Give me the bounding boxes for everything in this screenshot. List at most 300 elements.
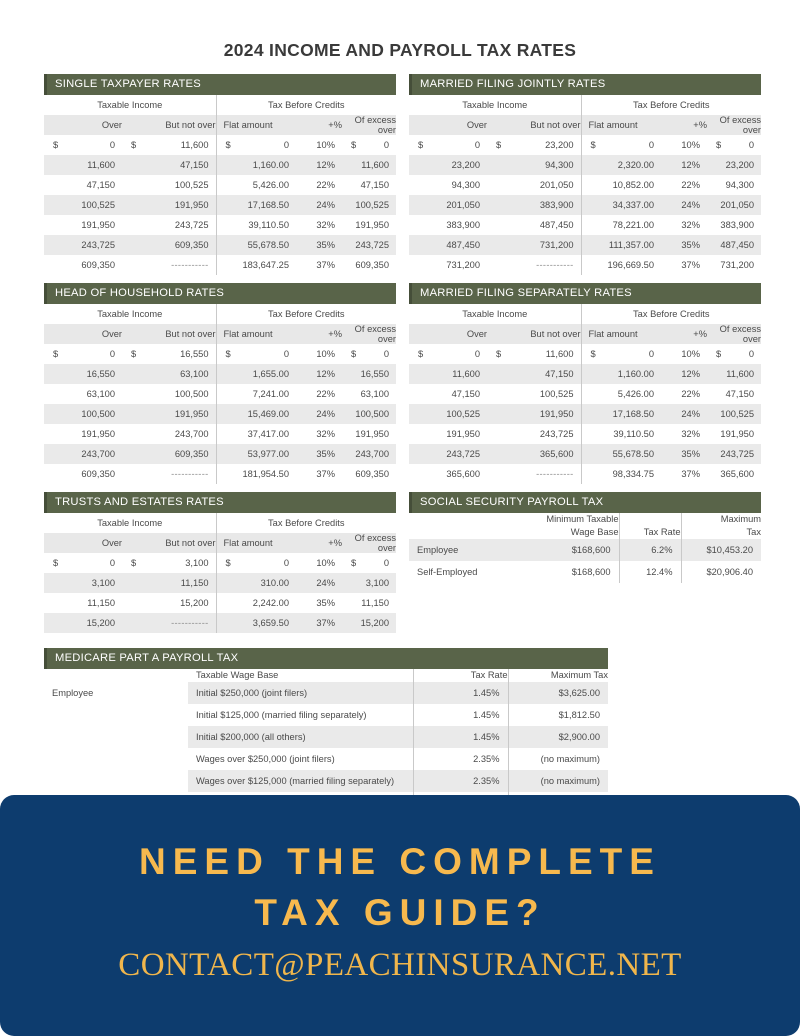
cell-amount: 383,900 — [446, 220, 480, 230]
cell-wage-base: $168,600 — [507, 539, 619, 561]
cell-amount — [409, 344, 487, 364]
cell-percent: 24% — [296, 573, 342, 593]
cell-percent: 24% — [296, 404, 342, 424]
cell-percent: 35% — [316, 598, 335, 608]
col-header-plus-pct: +% — [661, 115, 707, 135]
cell-amount: 2,242.00 — [216, 593, 296, 613]
cell-percent: 12% — [661, 364, 707, 384]
cell-amount: 191,950 — [487, 404, 581, 424]
cell-amount: 23,200 — [409, 155, 487, 175]
row-group-label — [44, 726, 188, 748]
table-block-social-security — [409, 492, 761, 583]
currency-symbol: $ — [716, 349, 722, 359]
col-header-of-excess-over: Of excess over — [707, 115, 761, 135]
cta-banner[interactable] — [0, 795, 800, 1036]
table-row — [44, 155, 396, 175]
table-row — [409, 195, 761, 215]
group-header-taxable-income: Taxable Income — [97, 518, 163, 528]
cell-amount: 47,150 — [487, 364, 581, 384]
cell-amount: 11,150 — [122, 573, 216, 593]
currency-symbol: $ — [53, 558, 59, 568]
cell-max-tax: $10,453.20 — [681, 539, 761, 561]
cell-percent: 37% — [681, 260, 700, 270]
cell-amount: 34,337.00 — [581, 195, 661, 215]
cell-amount: 100,500 — [44, 404, 122, 424]
cell-percent: 35% — [296, 235, 342, 255]
table-row — [44, 593, 396, 613]
table-block-head-of-household — [44, 283, 396, 484]
cell-amount: 383,900 — [487, 195, 581, 215]
currency-symbol: $ — [131, 349, 137, 359]
table-header-row — [44, 669, 608, 682]
cell-amount: 609,350 — [81, 469, 115, 479]
cell-amount: 191,950 — [81, 220, 115, 230]
currency-symbol: $ — [590, 349, 596, 359]
col-header-but-not-over: But not over — [122, 115, 216, 135]
cell-amount: 1,160.00 — [216, 155, 296, 175]
trusts_estates-table — [44, 513, 396, 633]
currency-symbol: $ — [131, 558, 137, 568]
cell-amount: 5,426.00 — [581, 384, 661, 404]
cell-tax-rate: 6.2% — [619, 539, 681, 561]
amount-value: 0 — [383, 349, 390, 359]
cell-amount — [44, 553, 122, 573]
col-header-over: Over — [409, 324, 487, 344]
table-row — [409, 444, 761, 464]
table-row — [409, 235, 761, 255]
cell-amount: 11,600 — [342, 155, 396, 175]
currency-symbol: $ — [418, 140, 424, 150]
cell-amount: 243,700 — [44, 444, 122, 464]
currency-symbol: $ — [225, 140, 231, 150]
cell-amount: 201,050 — [539, 180, 574, 190]
table-row — [44, 748, 608, 770]
col-header-over: Over — [44, 533, 122, 553]
cell-amount: 191,950 — [446, 429, 480, 439]
cell-amount: 39,110.50 — [581, 424, 661, 444]
trusts_estates-header: TRUSTS AND ESTATES RATES — [44, 492, 396, 513]
row-group-label — [44, 748, 188, 770]
cell-amount: 47,150 — [86, 180, 115, 190]
cell-amount — [342, 135, 396, 155]
cell-amount — [216, 553, 296, 573]
cell-amount: 55,678.50 — [581, 444, 661, 464]
col-header-flat-amount: Flat amount — [216, 324, 296, 344]
amount-value: 0 — [648, 140, 654, 150]
cell-wage-base: Initial $250,000 (joint filers) — [188, 682, 413, 704]
currency-symbol: $ — [590, 140, 596, 150]
cell-amount — [122, 613, 216, 633]
table-row — [409, 424, 761, 444]
col-header-of-excess-over: Of excess over — [342, 324, 396, 344]
head_of_household-header: HEAD OF HOUSEHOLD RATES — [44, 283, 396, 304]
cta-line-1: NEED THE COMPLETE — [139, 841, 661, 882]
cell-amount: 191,950 — [122, 195, 216, 215]
cell-percent: 22% — [316, 180, 335, 190]
cell-amount — [342, 344, 396, 364]
table-row — [44, 464, 396, 484]
cell-amount: 191,950 — [122, 404, 216, 424]
empty-dashes: ----------- — [171, 618, 209, 628]
amount-value: 0 — [109, 558, 115, 568]
cell-amount: 243,700 — [174, 429, 209, 439]
cell-percent: 24% — [661, 195, 707, 215]
cell-amount: 100,525 — [539, 389, 574, 399]
table-block-married-jointly — [409, 74, 761, 275]
currency-symbol: $ — [53, 140, 59, 150]
cell-amount: 11,600 — [409, 364, 487, 384]
cell-amount: 3,100 — [44, 573, 122, 593]
group-header-row — [44, 513, 396, 533]
cell-percent: 12% — [296, 364, 342, 384]
cell-amount: 100,500 — [174, 389, 209, 399]
cell-amount — [487, 344, 581, 364]
group-header-tax-before-credits: Tax Before Credits — [581, 95, 761, 115]
group-header-row — [44, 95, 396, 115]
cell-amount: 15,200 — [44, 613, 122, 633]
cell-amount: 100,525 — [342, 195, 396, 215]
amount-value: 0 — [283, 140, 289, 150]
cell-amount: 7,241.00 — [216, 384, 296, 404]
column-header-row — [409, 115, 761, 135]
table-row — [44, 384, 396, 404]
cell-amount: 243,725 — [539, 429, 574, 439]
cell-amount: 78,221.00 — [581, 215, 661, 235]
col-header-of-excess-over: Of excess over — [707, 324, 761, 344]
cell-max-tax: (no maximum) — [508, 770, 608, 792]
cell-amount — [122, 135, 216, 155]
cell-amount: 196,669.50 — [581, 255, 661, 275]
row-label: Self-Employed — [417, 567, 478, 577]
social-security-header: SOCIAL SECURITY PAYROLL TAX — [409, 492, 761, 513]
cell-amount: 47,150 — [725, 389, 755, 399]
table-row — [409, 404, 761, 424]
cell-amount: 609,350 — [122, 444, 216, 464]
table-row — [44, 344, 396, 364]
table-row — [44, 215, 396, 235]
cell-percent: 32% — [316, 220, 335, 230]
table-row — [409, 364, 761, 384]
group-header-tax-before-credits: Tax Before Credits — [581, 304, 761, 324]
cell-max-tax: (no maximum) — [508, 748, 608, 770]
cell-amount: 11,150 — [361, 598, 390, 608]
group-header-tax-before-credits: Tax Before Credits — [216, 304, 396, 324]
cell-max-tax: $3,625.00 — [508, 682, 608, 704]
cell-amount: 47,150 — [360, 180, 390, 190]
cell-amount: 191,950 — [355, 429, 390, 439]
cell-amount — [487, 464, 581, 484]
col-header-max-tax: Maximum Tax — [681, 513, 761, 539]
cell-max-tax: $1,812.50 — [508, 704, 608, 726]
amount-value: 11,600 — [180, 140, 209, 150]
currency-symbol: $ — [351, 349, 357, 359]
col-header-of-excess-over: Of excess over — [342, 533, 396, 553]
cell-amount: 100,525 — [409, 404, 487, 424]
table-row — [44, 553, 396, 573]
col-header-plus-pct: +% — [661, 324, 707, 344]
cell-amount: 731,200 — [487, 235, 581, 255]
cell-amount: 191,950 — [720, 429, 755, 439]
cell-amount: 23,200 — [707, 155, 761, 175]
married_jointly-table — [409, 95, 761, 275]
cell-percent: 12% — [296, 155, 342, 175]
cell-amount: 11,600 — [707, 364, 761, 384]
cell-amount: 10,852.00 — [581, 175, 661, 195]
empty-dashes: ----------- — [536, 260, 574, 270]
cell-amount: 487,450 — [409, 235, 487, 255]
single-header: SINGLE TAXPAYER RATES — [44, 74, 396, 95]
married_separately-table — [409, 304, 761, 484]
amount-value: 0 — [748, 140, 755, 150]
col-header-of-excess-over: Of excess over — [342, 115, 396, 135]
col-header-plus-pct: +% — [296, 324, 342, 344]
table-row — [44, 613, 396, 633]
cell-amount: 181,954.50 — [216, 464, 296, 484]
currency-symbol: $ — [496, 140, 502, 150]
single-table — [44, 95, 396, 275]
cell-percent: 35% — [296, 444, 342, 464]
cell-amount — [487, 255, 581, 275]
column-header-row — [409, 324, 761, 344]
cell-percent: 10% — [316, 349, 335, 359]
col-header-wage-base: Taxable Wage Base — [196, 670, 279, 680]
cell-amount: 201,050 — [707, 195, 761, 215]
cell-max-tax: $2,900.00 — [508, 726, 608, 748]
table-block-trusts-estates — [44, 492, 396, 633]
cell-percent: 24% — [296, 195, 342, 215]
cell-amount — [122, 344, 216, 364]
col-header-flat-amount: Flat amount — [216, 115, 296, 135]
cell-amount: 111,357.00 — [581, 235, 661, 255]
cell-amount: 243,725 — [44, 235, 122, 255]
amount-value: 0 — [283, 558, 289, 568]
amount-value: 0 — [109, 349, 115, 359]
table-row — [44, 175, 396, 195]
cell-amount: 3,100 — [342, 573, 396, 593]
currency-symbol: $ — [225, 349, 231, 359]
table-row — [44, 404, 396, 424]
cell-amount: 243,725 — [707, 444, 761, 464]
col-header-over: Over — [44, 115, 122, 135]
table-block-married-separately — [409, 283, 761, 484]
cell-amount: 15,469.00 — [216, 404, 296, 424]
cell-amount: 3,659.50 — [216, 613, 296, 633]
cell-amount — [44, 135, 122, 155]
table-block-single — [44, 74, 396, 275]
cell-percent: 32% — [316, 429, 335, 439]
cell-amount: 94,300 — [451, 180, 480, 190]
cell-percent: 22% — [681, 180, 700, 190]
cell-amount: 17,168.50 — [581, 404, 661, 424]
cell-percent: 32% — [681, 220, 700, 230]
cell-percent: 37% — [681, 469, 700, 479]
col-header-but-not-over: But not over — [487, 115, 581, 135]
col-header-max-tax: Maximum Tax — [508, 669, 608, 682]
col-header-flat-amount: Flat amount — [216, 533, 296, 553]
cell-amount: 243,725 — [409, 444, 487, 464]
table-row — [409, 135, 761, 155]
cell-amount — [409, 135, 487, 155]
cell-amount: 383,900 — [720, 220, 755, 230]
cell-percent: 35% — [661, 444, 707, 464]
cell-amount: 55,678.50 — [216, 235, 296, 255]
table-row — [409, 384, 761, 404]
amount-value: 0 — [474, 349, 480, 359]
amount-value: 0 — [109, 140, 115, 150]
cell-amount: 310.00 — [216, 573, 296, 593]
cell-amount — [342, 553, 396, 573]
cell-percent: 37% — [316, 260, 335, 270]
table-row — [44, 195, 396, 215]
cell-amount — [122, 553, 216, 573]
cell-amount — [122, 255, 216, 275]
cell-amount: 731,200 — [446, 260, 480, 270]
cell-amount — [581, 344, 661, 364]
cell-percent: 37% — [316, 469, 335, 479]
table-block-medicare — [44, 648, 608, 814]
cell-wage-base: Initial $125,000 (married filing separately) — [196, 710, 367, 720]
cell-amount — [487, 135, 581, 155]
cell-amount: 2,320.00 — [581, 155, 661, 175]
currency-symbol: $ — [716, 140, 722, 150]
table-row — [409, 155, 761, 175]
cell-amount — [707, 344, 761, 364]
cell-amount: 37,417.00 — [216, 424, 296, 444]
cell-amount: 243,700 — [342, 444, 396, 464]
currency-symbol: $ — [53, 349, 59, 359]
cell-tax-rate: 2.35% — [413, 770, 508, 792]
col-header-but-not-over: But not over — [122, 533, 216, 553]
table-row — [44, 770, 608, 792]
cell-amount — [44, 344, 122, 364]
table-row — [44, 726, 608, 748]
cell-amount: 100,525 — [44, 195, 122, 215]
currency-symbol: $ — [351, 558, 357, 568]
cell-percent: 12% — [661, 155, 707, 175]
cell-percent: 10% — [681, 140, 700, 150]
cell-amount — [216, 344, 296, 364]
cell-amount — [581, 135, 661, 155]
cell-tax-rate: 1.45% — [413, 726, 508, 748]
cell-amount: 17,168.50 — [216, 195, 296, 215]
amount-value: 0 — [383, 558, 390, 568]
cell-amount: 63,100 — [122, 364, 216, 384]
cell-amount: 47,150 — [122, 155, 216, 175]
cell-amount — [122, 464, 216, 484]
cell-amount: 1,160.00 — [581, 364, 661, 384]
cell-amount: 201,050 — [409, 195, 487, 215]
table-row — [44, 682, 608, 704]
social-security-table — [409, 513, 761, 583]
cell-amount: 63,100 — [86, 389, 115, 399]
col-header-but-not-over: But not over — [122, 324, 216, 344]
group-header-taxable-income: Taxable Income — [462, 309, 528, 319]
cell-wage-base: $168,600 — [571, 567, 611, 577]
group-header-taxable-income: Taxable Income — [97, 100, 163, 110]
cell-amount: 98,334.75 — [581, 464, 661, 484]
cta-email[interactable]: CONTACT@PEACHINSURANCE.NET — [118, 947, 682, 983]
cell-amount: 15,200 — [342, 613, 396, 633]
cell-amount: 94,300 — [725, 180, 755, 190]
empty-dashes: ----------- — [171, 469, 209, 479]
table-row — [44, 573, 396, 593]
cell-amount: 100,500 — [342, 404, 396, 424]
cell-percent: 10% — [316, 140, 335, 150]
table-row — [409, 255, 761, 275]
table-row — [44, 704, 608, 726]
cell-amount: 365,600 — [720, 469, 755, 479]
cell-amount: 365,600 — [446, 469, 480, 479]
table-row — [44, 424, 396, 444]
cell-percent: 37% — [296, 613, 342, 633]
col-header-tax-rate: Tax Rate — [413, 669, 508, 682]
currency-symbol: $ — [225, 558, 231, 568]
married_jointly-header: MARRIED FILING JOINTLY RATES — [409, 74, 761, 95]
table-row — [44, 135, 396, 155]
group-header-taxable-income: Taxable Income — [97, 309, 163, 319]
cell-amount — [216, 135, 296, 155]
group-header-tax-before-credits: Tax Before Credits — [216, 95, 396, 115]
col-header-over: Over — [44, 324, 122, 344]
row-label: Employee — [409, 539, 507, 561]
cell-tax-rate: 1.45% — [413, 682, 508, 704]
cell-amount: 100,525 — [174, 180, 209, 190]
cell-amount: 16,550 — [342, 364, 396, 384]
col-header-wage-base: Minimum Taxable Wage Base — [546, 514, 619, 537]
column-header-row — [44, 324, 396, 344]
cell-tax-rate: 1.45% — [413, 704, 508, 726]
amount-value: 0 — [648, 349, 654, 359]
cell-wage-base: Initial $200,000 (all others) — [188, 726, 413, 748]
cell-amount: 365,600 — [487, 444, 581, 464]
table-row — [409, 561, 761, 583]
group-header-row — [409, 95, 761, 115]
table-row — [44, 364, 396, 384]
cell-amount: 609,350 — [122, 235, 216, 255]
empty-dashes: ----------- — [536, 469, 574, 479]
cell-percent: 35% — [661, 235, 707, 255]
cell-amount: 5,426.00 — [216, 175, 296, 195]
currency-symbol: $ — [418, 349, 424, 359]
group-header-taxable-income: Taxable Income — [462, 100, 528, 110]
row-group-label — [44, 704, 188, 726]
table-row — [409, 464, 761, 484]
spacer-cell — [409, 513, 507, 539]
amount-value: 3,100 — [185, 558, 209, 568]
currency-symbol: $ — [496, 349, 502, 359]
married_separately-header: MARRIED FILING SEPARATELY RATES — [409, 283, 761, 304]
column-header-row — [44, 115, 396, 135]
row-group-label: Employee — [44, 682, 188, 704]
table-row — [409, 175, 761, 195]
cell-amount: 100,525 — [707, 404, 761, 424]
table-row — [44, 235, 396, 255]
cell-amount: 11,600 — [44, 155, 122, 175]
cell-amount: 609,350 — [355, 260, 390, 270]
medicare-table — [44, 669, 608, 814]
table-header-row — [409, 513, 761, 539]
cell-wage-base: Wages over $125,000 (married filing separately) — [188, 770, 413, 792]
cell-amount: 731,200 — [720, 260, 755, 270]
cell-amount: 11,150 — [87, 598, 115, 608]
table-row — [44, 255, 396, 275]
currency-symbol: $ — [131, 140, 137, 150]
group-header-row — [409, 304, 761, 324]
table-row — [409, 344, 761, 364]
amount-value: 23,200 — [545, 140, 574, 150]
cell-percent: 22% — [681, 389, 700, 399]
col-header-flat-amount: Flat amount — [581, 115, 661, 135]
